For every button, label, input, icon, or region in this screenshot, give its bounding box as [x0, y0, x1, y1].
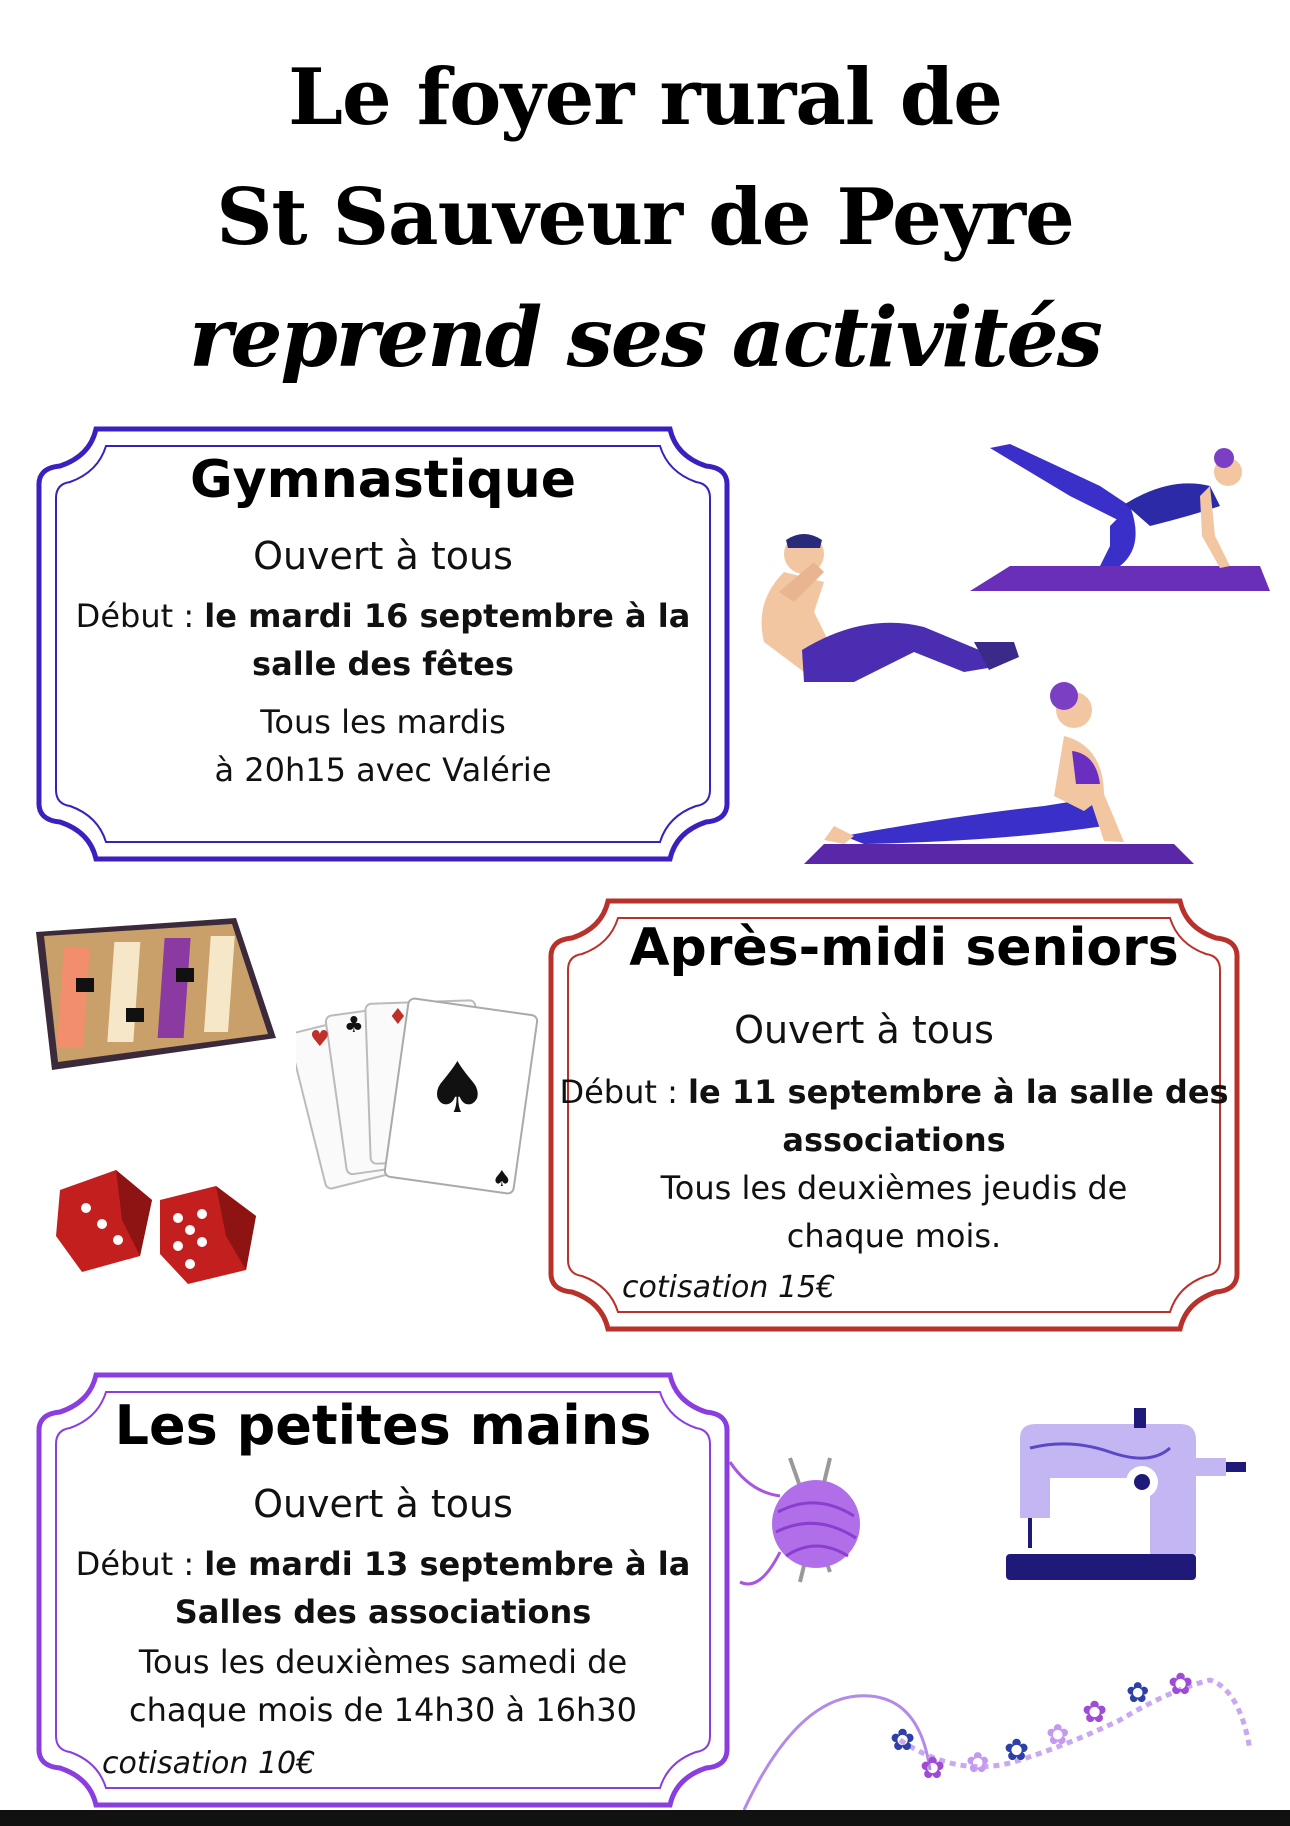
gym-start-label: Début :	[75, 597, 195, 635]
flower-beads-icon	[740, 1660, 1260, 1820]
crafts-schedule-2: chaque mois de 14h30 à 16h30	[129, 1691, 637, 1729]
board-game-icon	[36, 918, 286, 1078]
gym-schedule-1: Tous les mardis	[260, 703, 506, 741]
sewing-machine-icon	[1000, 1408, 1250, 1586]
svg-text:✿: ✿	[1126, 1676, 1150, 1709]
svg-text:✿: ✿	[920, 1751, 946, 1786]
seniors-start-line	[548, 1068, 1240, 1116]
seniors-start-label: Début :	[559, 1073, 678, 1111]
svg-text:♠: ♠	[426, 1047, 489, 1129]
seniors-fee: cotisation 15€	[622, 1270, 836, 1305]
seniors-open: Ouvert à tous	[734, 1008, 994, 1052]
svg-text:♠: ♠	[492, 1167, 512, 1192]
crafts-start-detail-1: le mardi 13 septembre à la	[204, 1545, 691, 1583]
gym-card	[36, 426, 730, 862]
gym-start-line	[36, 592, 730, 640]
svg-text:♣: ♣	[344, 1013, 364, 1038]
svg-text:✿: ✿	[1046, 1718, 1070, 1751]
playing-cards-icon	[296, 990, 546, 1200]
seniors-card	[548, 898, 1240, 1332]
seniors-start-detail-2: associations	[782, 1121, 1006, 1159]
crafts-title: Les petites mains	[114, 1394, 652, 1457]
crafts-schedule-1: Tous les deuxièmes samedi de	[138, 1643, 628, 1681]
gym-open: Ouvert à tous	[253, 534, 513, 578]
crafts-start-detail-2: Salles des associations	[174, 1593, 592, 1631]
crafts-open: Ouvert à tous	[253, 1482, 513, 1526]
title-line-3: reprend ses activités	[189, 290, 1101, 386]
gym-schedule-2: à 20h15 avec Valérie	[214, 751, 552, 789]
seniors-schedule-2: chaque mois.	[786, 1217, 1002, 1255]
bottom-edge	[0, 1810, 1290, 1826]
svg-text:♦: ♦	[388, 1005, 408, 1030]
cobra-pose-icon	[804, 676, 1204, 866]
svg-text:✿: ✿	[1082, 1695, 1108, 1730]
crafts-fee: cotisation 10€	[102, 1746, 316, 1781]
title-line-2: St Sauveur de Peyre	[216, 172, 1074, 263]
seniors-schedule-1: Tous les deuxièmes jeudis de	[660, 1169, 1128, 1207]
svg-text:✿: ✿	[1168, 1667, 1194, 1702]
crafts-start-label: Début :	[75, 1545, 195, 1583]
svg-text:♥: ♥	[310, 1027, 330, 1052]
svg-text:✿: ✿	[1004, 1733, 1030, 1768]
seniors-title: Après-midi seniors	[629, 918, 1179, 978]
gym-start-detail-2: salle des fêtes	[252, 645, 514, 683]
svg-text:✿: ✿	[966, 1746, 990, 1779]
gym-title: Gymnastique	[189, 450, 576, 510]
crafts-card	[36, 1372, 730, 1808]
crafts-start-line	[36, 1540, 730, 1588]
svg-text:✿: ✿	[890, 1723, 916, 1758]
seniors-start-detail-1: le 11 septembre à la salle des	[688, 1073, 1229, 1111]
title-line-1: Le foyer rural de	[288, 52, 1002, 143]
gym-start-detail-1: le mardi 16 septembre à la	[204, 597, 691, 635]
yarn-ball-icon	[720, 1452, 890, 1602]
dice-icon	[56, 1160, 266, 1290]
